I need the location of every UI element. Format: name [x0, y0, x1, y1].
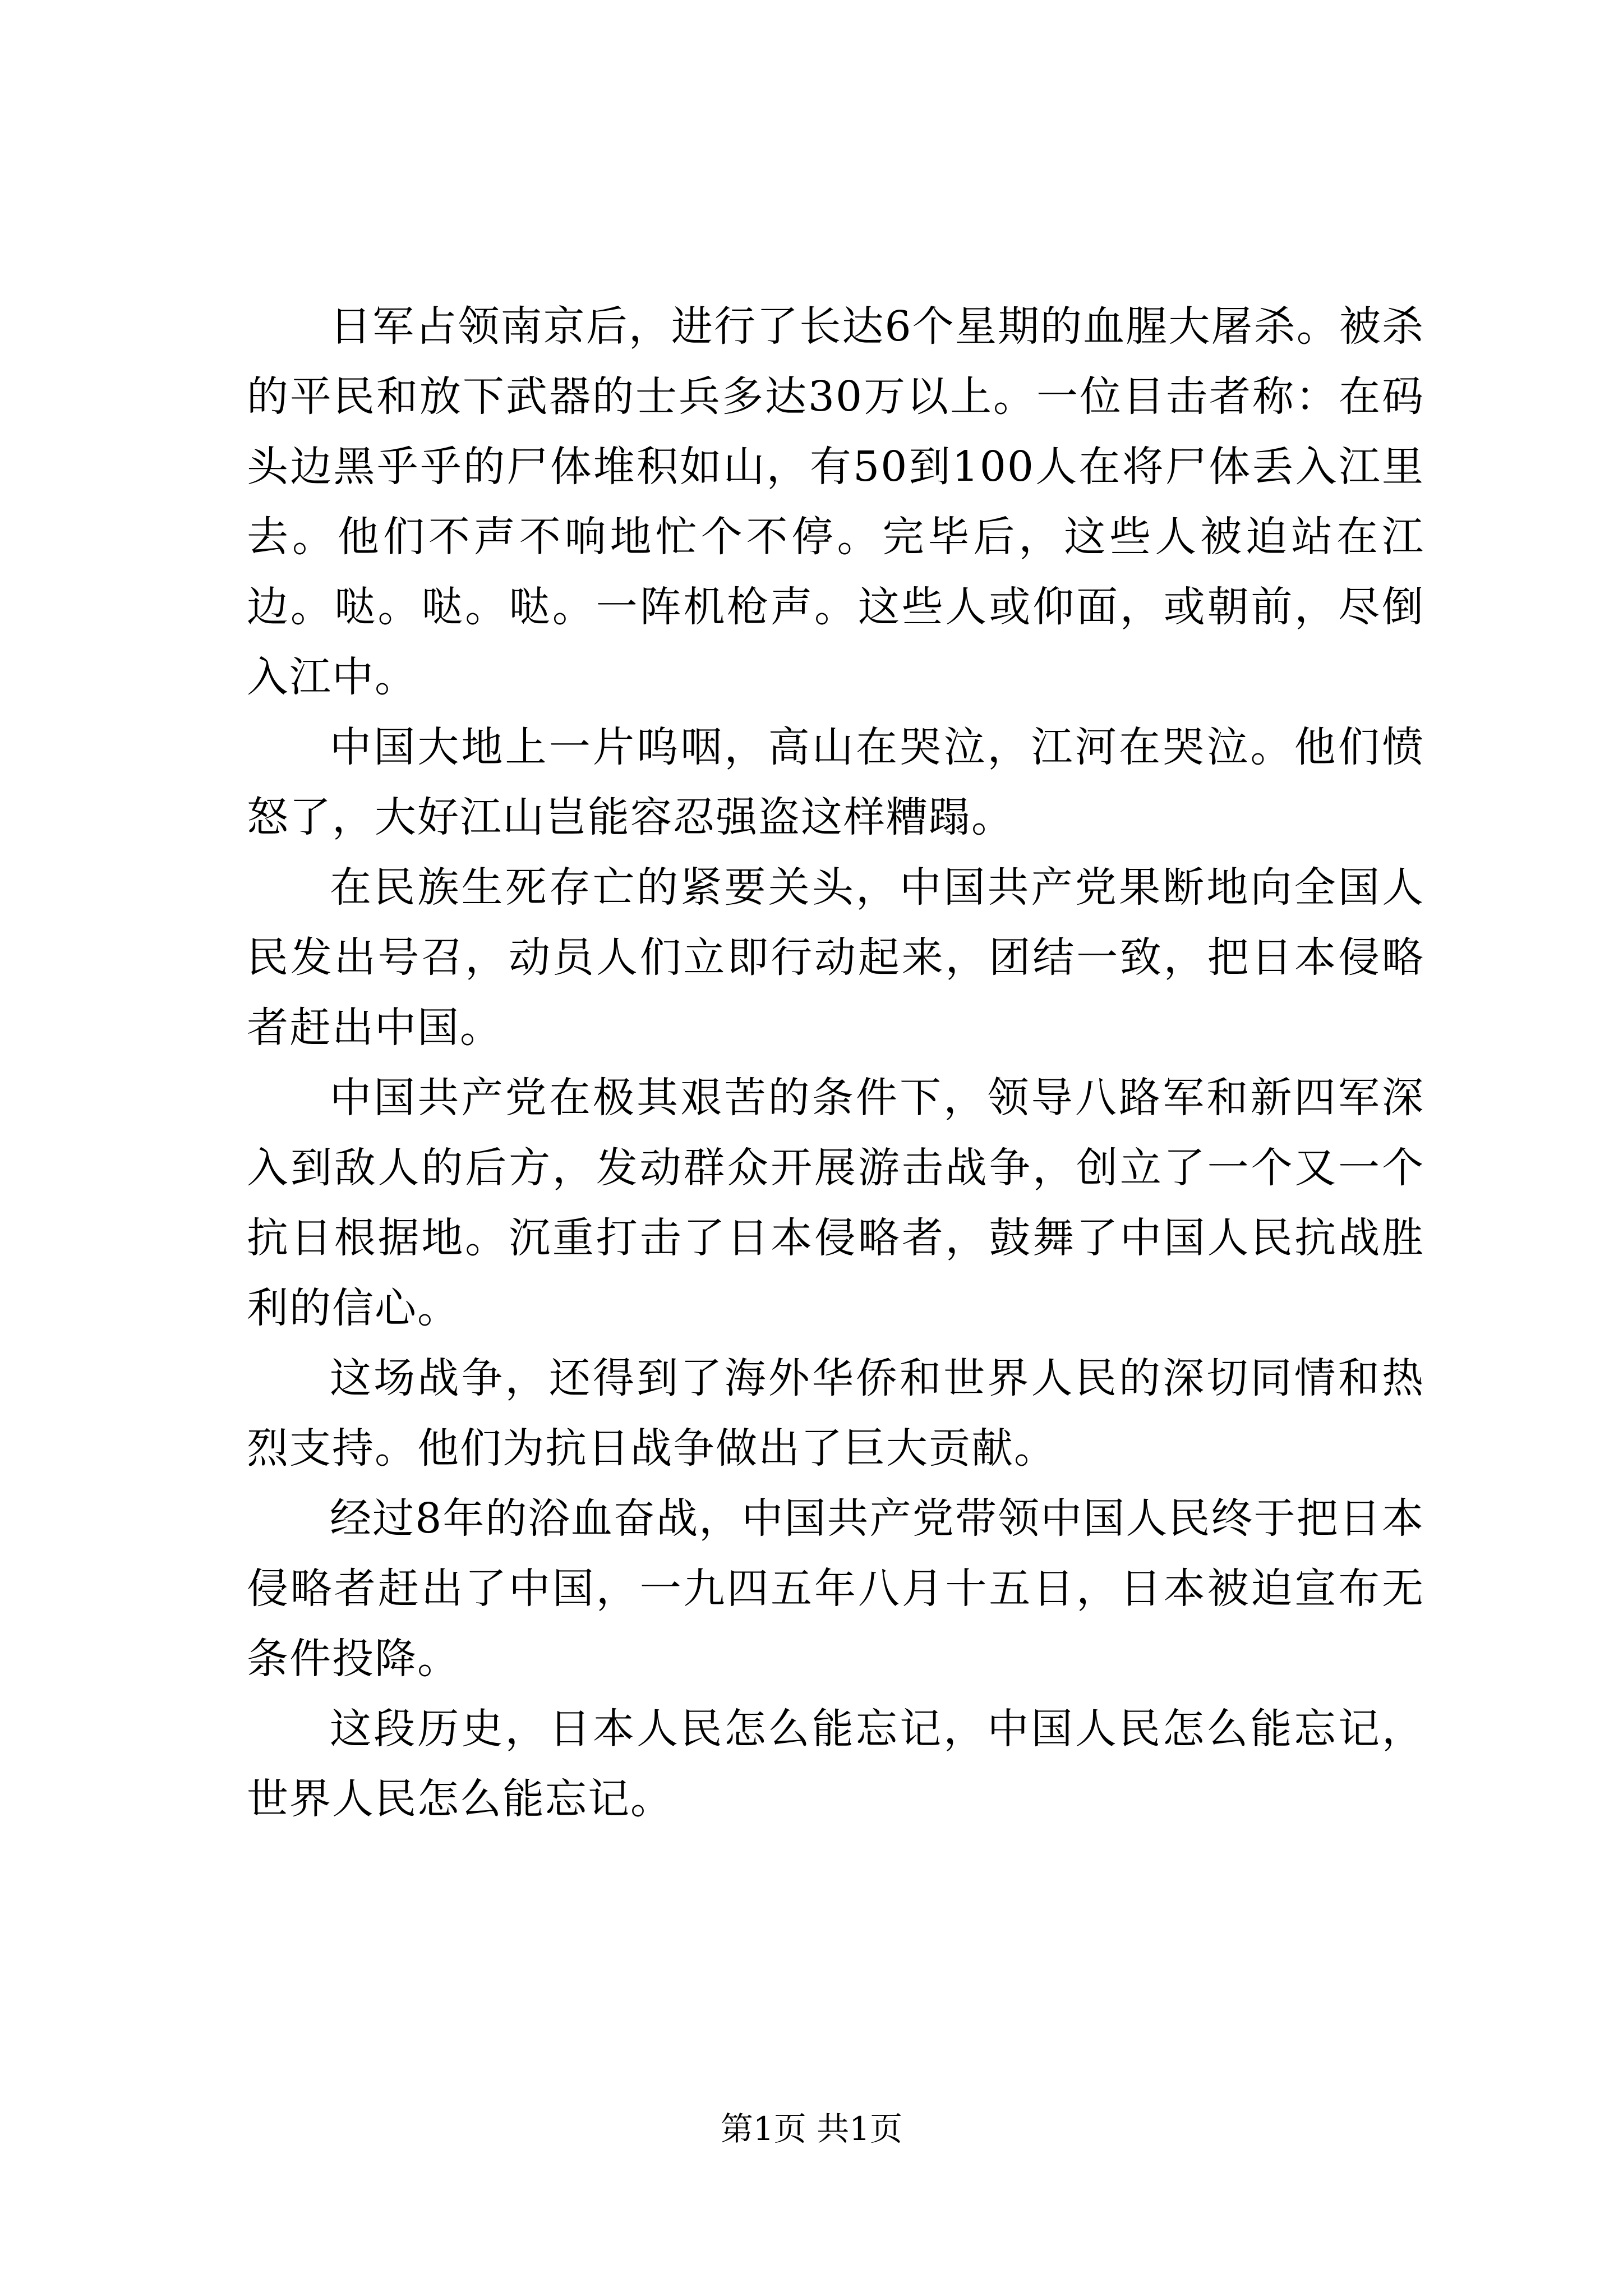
paragraph-mourning: 中国大地上一片呜咽，高山在哭泣，江河在哭泣。他们愤怒了，大好江山岂能容忍强盗这样糟蹋。	[247, 723, 1424, 841]
document-body	[247, 292, 1424, 1834]
paragraph-remember-history: 这段历史，日本人民怎么能忘记，中国人民怎么能忘记，世界人民怎么能忘记。	[247, 1705, 1424, 1823]
paragraph-guerrilla-war: 中国共产党在极其艰苦的条件下，领导八路军和新四军深入到敌人的后方，发动群众开展游击战争，创立了一个又一个抗日根据地。沉重打击了日本侵略者，鼓舞了中国人民抗战胜利的信心。	[247, 1074, 1424, 1332]
page-footer	[0, 2109, 1623, 2148]
paragraph-victory: 经过8年的浴血奋战，中国共产党带领中国人民终于把日本侵略者赶出了中国，一九四五年八月十五日，日本被迫宣布无条件投降。	[247, 1494, 1424, 1683]
paragraph-overseas-support: 这场战争，还得到了海外华侨和世界人民的深切同情和热烈支持。他们为抗日战争做出了巨大贡献。	[247, 1354, 1424, 1473]
paragraph-call-to-action: 在民族生死存亡的紧要关头，中国共产党果断地向全国人民发出号召，动员人们立即行动起来，团结一致，把日本侵略者赶出中国。	[247, 863, 1424, 1052]
paragraph-nanjing-massacre: 日军占领南京后，进行了长达6个星期的血腥大屠杀。被杀的平民和放下武器的士兵多达30万以上。一位目击者称：在码头边黑乎乎的尸体堆积如山，有50到100人在将尸体丢入江里去。他们不声不响地忙个不停。完毕后，这些人被迫站在江边。哒。哒。哒。一阵机枪声。这些人或仰面，或朝前，尽倒入江中。	[247, 302, 1424, 701]
page-number-label: 第1页 共1页	[720, 2110, 903, 2148]
